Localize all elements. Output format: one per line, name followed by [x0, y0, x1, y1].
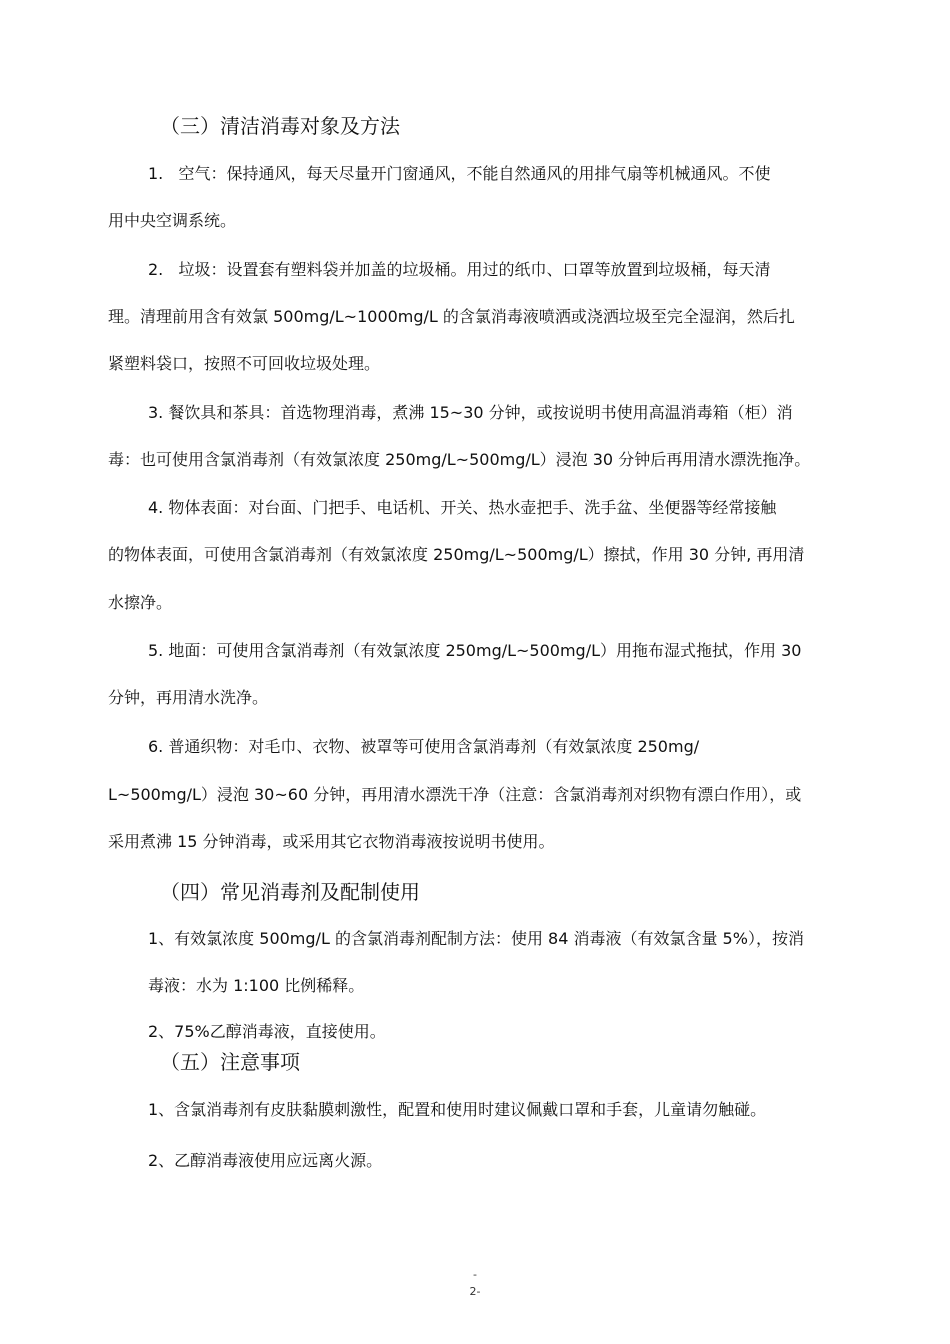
paragraph-line: 2、75%乙醇消毒液，直接使用。: [148, 1022, 386, 1041]
footer-dash: -: [473, 1268, 477, 1281]
paragraph-line: L~500mg/L）浸泡 30~60 分钟，再用清水漂洗干净（注意：含氯消毒剂对织物有漂白作用），或: [108, 785, 802, 804]
paragraph-line: 理。清理前用含有效氯 500mg/L~1000mg/L 的含氯消毒液喷洒或浇洒垃圾至完全湿润，然后扎: [108, 307, 795, 326]
paragraph-line: 4. 物体表面：对台面、门把手、电话机、开关、热水壶把手、洗手盆、坐便器等经常接触: [148, 498, 777, 517]
paragraph-line: 用中央空调系统。: [108, 211, 237, 230]
paragraph-line: 3. 餐饮具和茶具：首选物理消毒，煮沸 15~30 分钟，或按说明书使用高温消毒箱（柜）消: [148, 403, 793, 422]
paragraph-line: 水擦净。: [108, 593, 173, 612]
paragraph-line: 5. 地面：可使用含氯消毒剂（有效氯浓度 250mg/L~500mg/L）用拖布湿式拖拭，作用 30: [148, 641, 802, 660]
paragraph-line: 的物体表面，可使用含氯消毒剂（有效氯浓度 250mg/L~500mg/L）擦拭，作用 30 分钟, 再用清: [108, 545, 805, 564]
paragraph-line: 2、乙醇消毒液使用应远离火源。: [148, 1151, 383, 1170]
paragraph-line: 1、有效氯浓度 500mg/L 的含氯消毒剂配制方法：使用 84 消毒液（有效氯含量 5%），按消: [148, 929, 804, 948]
paragraph-line: 毒液：水为 1:100 比例稀释。: [148, 976, 365, 995]
paragraph-line: 2. 垃圾：设置套有塑料袋并加盖的垃圾桶。用过的纸巾、口罩等放置到垃圾桶，每天清: [148, 260, 771, 279]
paragraph-line: 毒：也可使用含氯消毒剂（有效氯浓度 250mg/L~500mg/L）浸泡 30 分钟后再用清水漂洗拖净。: [108, 450, 811, 469]
paragraph-line: 6. 普通织物：对毛巾、衣物、被罩等可使用含氯消毒剂（有效氯浓度 250mg/: [148, 737, 700, 756]
paragraph-line: 分钟，再用清水洗净。: [108, 688, 269, 707]
paragraph-line: 紧塑料袋口，按照不可回收垃圾处理。: [108, 354, 381, 373]
page-number: 2-: [469, 1285, 481, 1298]
section-heading-3: （三）清洁消毒对象及方法: [160, 114, 400, 138]
paragraph-line: 采用煮沸 15 分钟消毒，或采用其它衣物消毒液按说明书使用。: [108, 832, 555, 851]
paragraph-line: 1、含氯消毒剂有皮肤黏膜刺激性，配置和使用时建议佩戴口罩和手套，儿童请勿触碰。: [148, 1100, 767, 1119]
section-heading-4: （四）常见消毒剂及配制使用: [160, 880, 420, 904]
section-heading-5: （五）注意事项: [160, 1050, 300, 1074]
paragraph-line: 1. 空气：保持通风，每天尽量开门窗通风，不能自然通风的用排气扇等机械通风。不使: [148, 164, 771, 183]
